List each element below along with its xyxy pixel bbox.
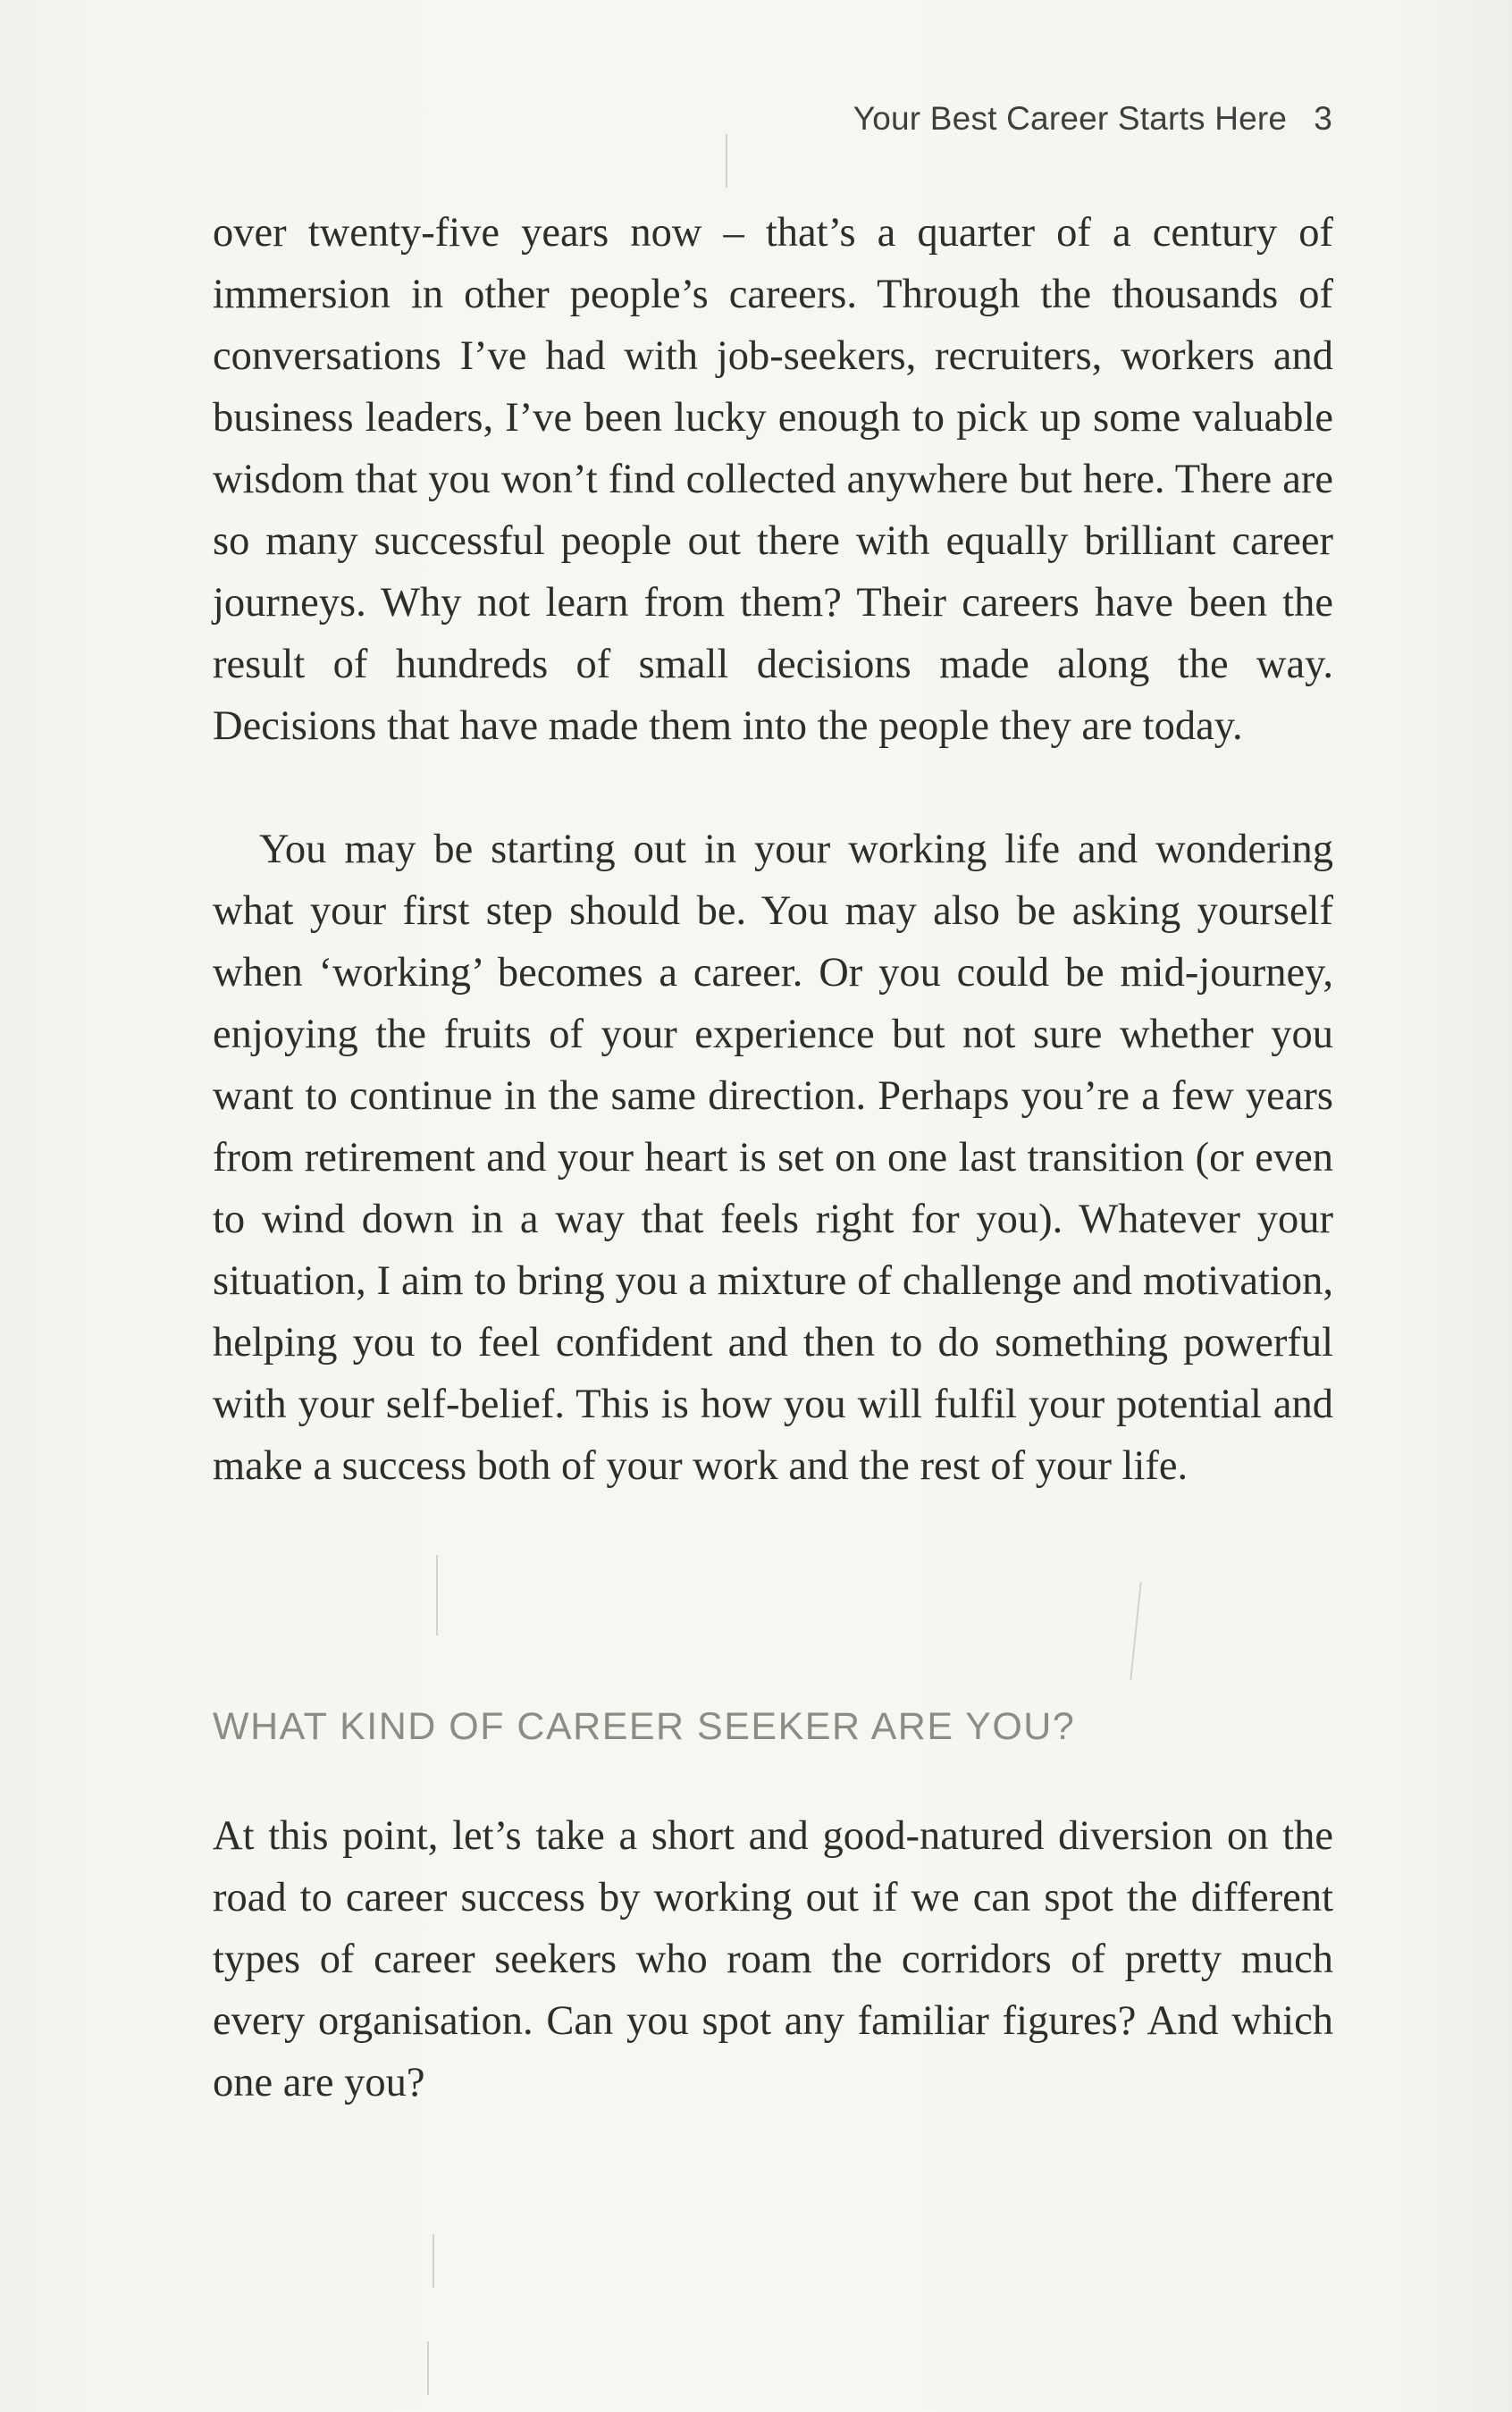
scan-crease-mark: [726, 134, 727, 188]
scan-crease-mark: [436, 1555, 438, 1635]
body-paragraph-1: [213, 202, 1333, 757]
page-number: 3: [1314, 100, 1332, 137]
body-paragraph-2: [213, 819, 1333, 1497]
scan-crease-mark: [433, 2234, 434, 2288]
section-heading: WHAT KIND OF CAREER SEEKER ARE YOU?: [213, 1705, 1076, 1748]
running-head: [853, 100, 1332, 138]
scan-crease-mark: [1130, 1582, 1141, 1680]
paragraph-text: At this point, let’s take a short and good-natured diversion on the road to career success by working out if we can spot the different types of career seekers who roam the corridors of pretty much every organisation. Can you spot any familiar figures? And which one are you?: [213, 1813, 1333, 2105]
paragraph-text: over twenty-five years now – that’s a quarter of a century of immersion in other people’s careers. Through the thousands of conversations I’ve had with job-seekers, recruiters, workers and business leaders, I’ve been lucky enough to pick up some valuable wisdom that you won’t find collected anywhere but here. There are so many successful people out there with equally brilliant career journeys. Why not learn from them? Their careers have been the result of hundreds of small decisions made along the way. Decisions that have made them into the people they are today.: [213, 210, 1333, 749]
scan-crease-mark: [427, 2341, 429, 2395]
running-title: Your Best Career Starts Here: [853, 100, 1288, 137]
paragraph-text: You may be starting out in your working life and wondering what your first step should be. You may also be asking yourself when ‘working’ becomes a career. Or you could be mid-journey, enjoying the fruits of your experience but not sure whether you want to continue in the same direction. Perhaps you’re a few years from retirement and your heart is set on one last transition (or even to wind down in a way that feels right for you). Whatever your situation, I aim to bring you a mixture of challenge and motivation, helping you to feel confident and then to do something powerful with your self-belief. This is how you will fulfil your potential and make a success both of your work and the rest of your life.: [213, 827, 1333, 1489]
body-paragraph-3: [213, 1805, 1333, 2114]
